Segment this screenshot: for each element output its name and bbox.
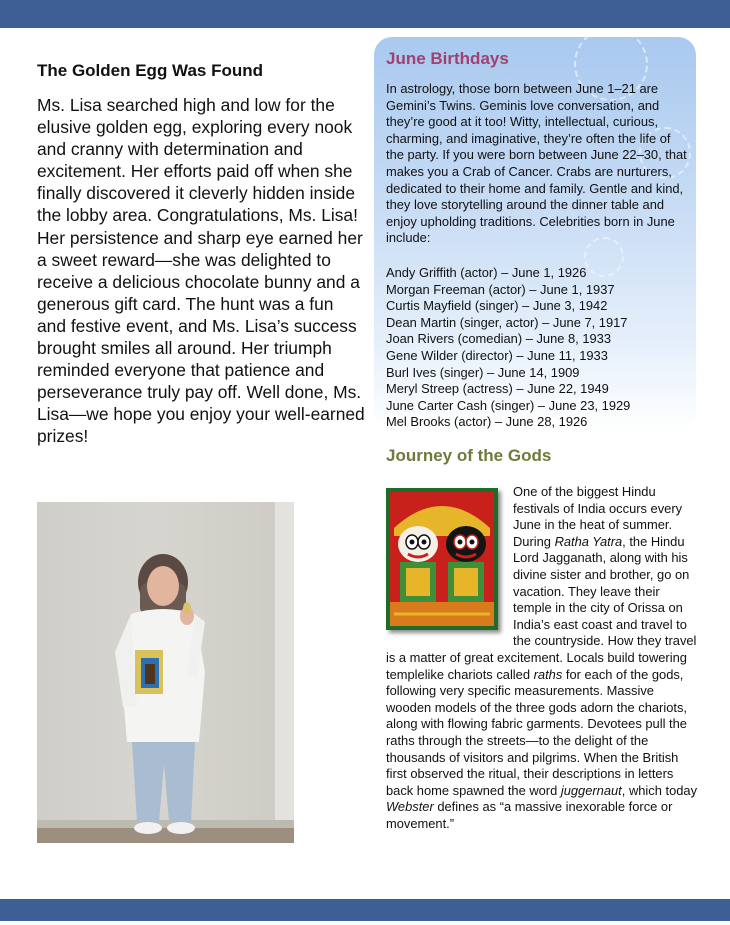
list-item: Morgan Freeman (actor) – June 1, 1937: [386, 281, 615, 297]
gods-text-part: for each of the gods, following very specific measurements. Massive wooden models of the three gods adorn the chariots, along with flowing fabric garments. Devotees pull the raths through the streets—to the delight of the thousands of visitors and pilgrims. When the British first observed the ritual, their descriptions in letters back home spawned the word: [386, 666, 687, 798]
list-item: Gene Wilder (director) – June 11, 1933: [386, 347, 608, 363]
birthdays-title: June Birthdays: [386, 49, 509, 68]
raths-term: raths: [533, 666, 563, 682]
list-item: June Carter Cash (singer) – June 23, 1929: [386, 397, 631, 413]
celebrity-list: [386, 265, 686, 431]
list-item: Mel Brooks (actor) – June 28, 1926: [386, 414, 588, 430]
ratha-yatra-term: Ratha Yatra: [554, 533, 623, 549]
juggernaut-term: juggernaut: [560, 782, 622, 798]
person-figure: [37, 502, 294, 843]
birthdays-intro: In astrology, those born between June 1–21 are Gemini’s Twins. Geminis love conversation, and they’re good at it too! Witty, intellectual, curious, charming, and imaginative, they’re often the life of the party. If you were born between June 22–30, that makes you a Crab of Cancer. Crabs are nurturers, dedicated to their home and family. Gentle and kind, they love storytelling around the dinner table and enjoy upholding traditions. Celebrities born in June include:: [386, 81, 687, 246]
gods-title: Journey of the Gods: [386, 446, 552, 465]
june-birthdays-box: [374, 37, 696, 432]
gods-text-part: defines as “a massive inexorable force or movement.”: [386, 799, 673, 831]
article-title: The Golden Egg Was Found: [37, 61, 264, 80]
gods-article: [386, 484, 698, 832]
article-body: Ms. Lisa searched high and low for the elusive golden egg, exploring every nook and cranny with determination and excitement. Her efforts paid off when she finally discovered it cleverly hidden inside the lobby area. Congratulations, Ms. Lisa! Her persistence and sharp eye earned her a sweet reward—she was delighted to receive a delicious chocolate bunny and a generous gift card. The hunt was a fun and festive event, and Ms. Lisa’s success brought smiles all around. Her triumph reminded everyone that patience and perseverance truly pay off. Well done, Ms. Lisa—we hope you enjoy your well-earned prizes!: [37, 95, 365, 447]
list-item: Burl Ives (singer) – June 14, 1909: [386, 364, 580, 380]
webster-term: Webster: [386, 799, 434, 815]
list-item: Curtis Mayfield (singer) – June 3, 1942: [386, 298, 608, 314]
list-item: Dean Martin (singer, actor) – June 7, 1917: [386, 314, 628, 330]
photo-ms-lisa: [37, 502, 294, 843]
list-item: Joan Rivers (comedian) – June 8, 1933: [386, 331, 611, 347]
top-banner: [0, 0, 730, 28]
gods-text-part: One of the biggest Hindu festivals of India occurs every June in the heat of summer. During: [513, 484, 683, 549]
gods-text-part: , the Hindu Lord Jagganath, along with his divine sister and brother, go on vacation. They leave their temple in the city of Orissa on India’s east coast and travel to the countryside. How they travel is a matter of great excitement. Locals build towering templelike chariots called: [386, 533, 697, 682]
list-item: Andy Griffith (actor) – June 1, 1926: [386, 265, 587, 280]
bottom-banner: [0, 899, 730, 921]
gods-text-part: , which today: [621, 782, 698, 798]
list-item: Meryl Streep (actress) – June 22, 1949: [386, 381, 609, 397]
jagganath-painting: [386, 488, 498, 630]
